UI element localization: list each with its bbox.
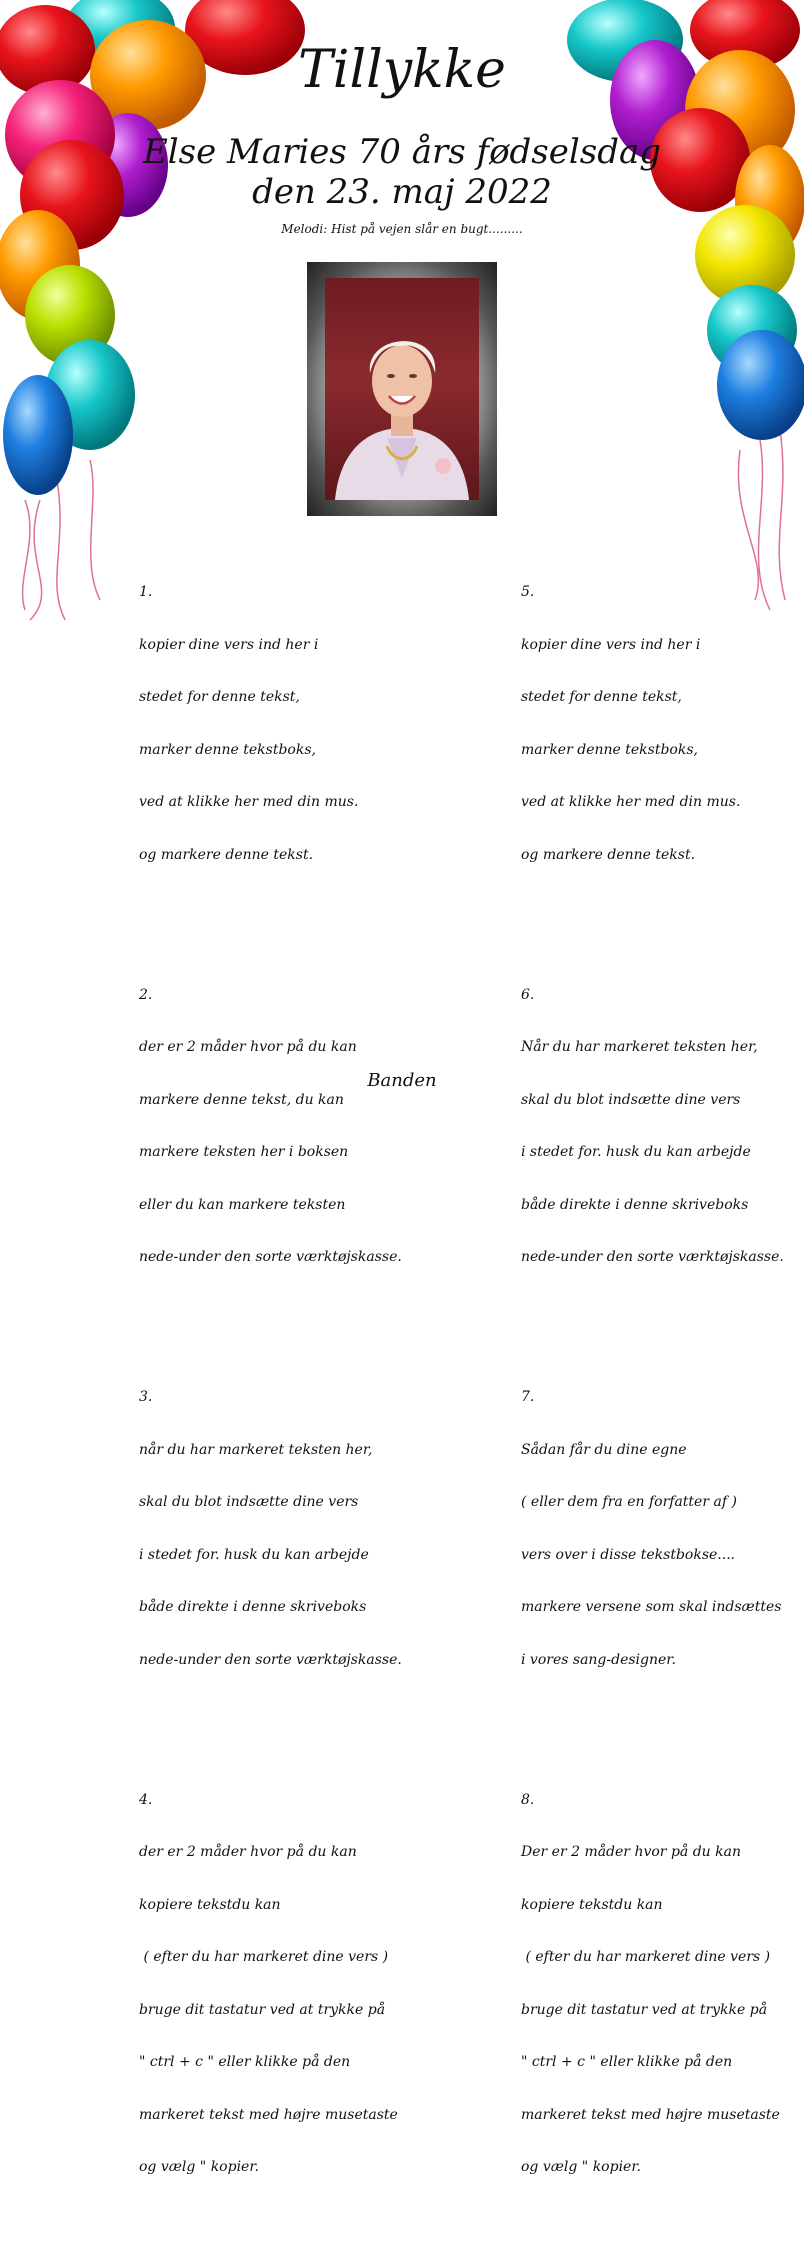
- verse-line: og markere denne tekst.: [139, 846, 314, 863]
- verse: [139, 1757, 402, 2212]
- verse: [521, 952, 784, 1302]
- verse-line: når du har markeret teksten her,: [139, 1441, 373, 1458]
- verse-line: Sådan får du dine egne: [521, 1441, 687, 1458]
- verse-number: 8.: [521, 1791, 535, 1808]
- verse-line: marker denne tekstboks,: [139, 741, 316, 758]
- verse-line: i stedet for. husk du kan arbejde: [521, 1144, 751, 1160]
- verse-line: ( efter du har markeret dine vers ): [139, 1949, 389, 1965]
- verse-line: både direkte i denne skriveboks: [139, 1599, 367, 1615]
- verse-line: ( eller dem fra en forfatter af ): [521, 1494, 737, 1510]
- verse-line: stedet for denne tekst,: [139, 689, 300, 705]
- verse-line: kopiere tekstdu kan: [521, 1896, 663, 1913]
- verse-line: både direkte i denne skriveboks: [521, 1196, 749, 1213]
- verse-line: ved at klikke her med din mus.: [139, 794, 359, 810]
- verse-line: vers over i disse tekstbokse....: [521, 1546, 736, 1563]
- signature: Banden: [367, 1070, 437, 1091]
- verse-line: nede-under den sorte værktøjskasse.: [139, 1249, 402, 1265]
- verse: [521, 1757, 784, 2212]
- verse-line: ( efter du har markeret dine vers ): [521, 1949, 771, 1965]
- verse-line: nede-under den sorte værktøjskasse.: [521, 1249, 784, 1265]
- verse-line: markeret tekst med højre musetaste: [521, 2106, 780, 2123]
- melody-note: Melodi: Hist på vejen slår en bugt.........: [281, 222, 523, 236]
- verse-line: kopiere tekstdu kan: [139, 1896, 281, 1913]
- verse: [521, 1354, 784, 1704]
- verse-number: 5.: [521, 584, 535, 600]
- verse-line: kopier dine vers ind her i: [139, 636, 319, 653]
- verse-number: 4.: [139, 1791, 153, 1808]
- verse-line: markeret tekst med højre musetaste: [139, 2106, 398, 2123]
- portrait-photo-frame: [307, 262, 497, 516]
- verse-line: bruge dit tastatur ved at trykke på: [521, 2001, 768, 2018]
- verse-line: kopier dine vers ind her i: [521, 636, 701, 653]
- verse-number: 6.: [521, 986, 535, 1003]
- verse-number: 7.: [521, 1389, 535, 1405]
- verse: [521, 549, 784, 899]
- verse-line: bruge dit tastatur ved at trykke på: [139, 2001, 386, 2018]
- verse-line: i vores sang-designer.: [521, 1651, 676, 1668]
- portrait-photo: [325, 278, 479, 500]
- verse-line: Der er 2 måder hvor på du kan: [521, 1844, 741, 1860]
- verses-right-column: [521, 514, 784, 2247]
- verse-line: markere teksten her i boksen: [139, 1144, 349, 1160]
- verse-line: Når du har markeret teksten her,: [521, 1039, 758, 1055]
- verse-line: ved at klikke her med din mus.: [521, 794, 741, 810]
- verse-number: 3.: [139, 1389, 153, 1405]
- subtitle-line-1: Else Maries 70 års fødselsdag: [142, 132, 662, 172]
- verse-line: der er 2 måder hvor på du kan: [139, 1844, 357, 1860]
- verse-line: skal du blot indsætte dine vers: [139, 1494, 359, 1510]
- verse-line: stedet for denne tekst,: [521, 689, 682, 705]
- verse: [139, 952, 402, 1302]
- verses-left-column: [139, 514, 402, 2247]
- verse-line: der er 2 måder hvor på du kan: [139, 1039, 357, 1055]
- verse-line: og markere denne tekst.: [521, 846, 696, 863]
- verse-line: skal du blot indsætte dine vers: [521, 1091, 741, 1108]
- subtitle-line-2: den 23. maj 2022: [252, 172, 552, 212]
- verse-line: nede-under den sorte værktøjskasse.: [139, 1651, 402, 1668]
- verse-line: " ctrl + c " eller klikke på den: [521, 2054, 733, 2070]
- verse-line: eller du kan markere teksten: [139, 1196, 346, 1213]
- verse-line: i stedet for. husk du kan arbejde: [139, 1546, 369, 1563]
- verse-line: og vælg " kopier.: [521, 2159, 641, 2175]
- verse-number: 2.: [139, 986, 153, 1003]
- verse-line: " ctrl + c " eller klikke på den: [139, 2054, 351, 2070]
- verse-line: markere versene som skal indsættes: [521, 1599, 782, 1615]
- page-title: Tillykke: [298, 40, 506, 100]
- verse: [139, 549, 402, 899]
- verse-number: 1.: [139, 584, 153, 600]
- verse-line: markere denne tekst, du kan: [139, 1091, 344, 1108]
- verse-line: og vælg " kopier.: [139, 2159, 259, 2175]
- verse: [139, 1354, 402, 1704]
- verse-line: marker denne tekstboks,: [521, 741, 698, 758]
